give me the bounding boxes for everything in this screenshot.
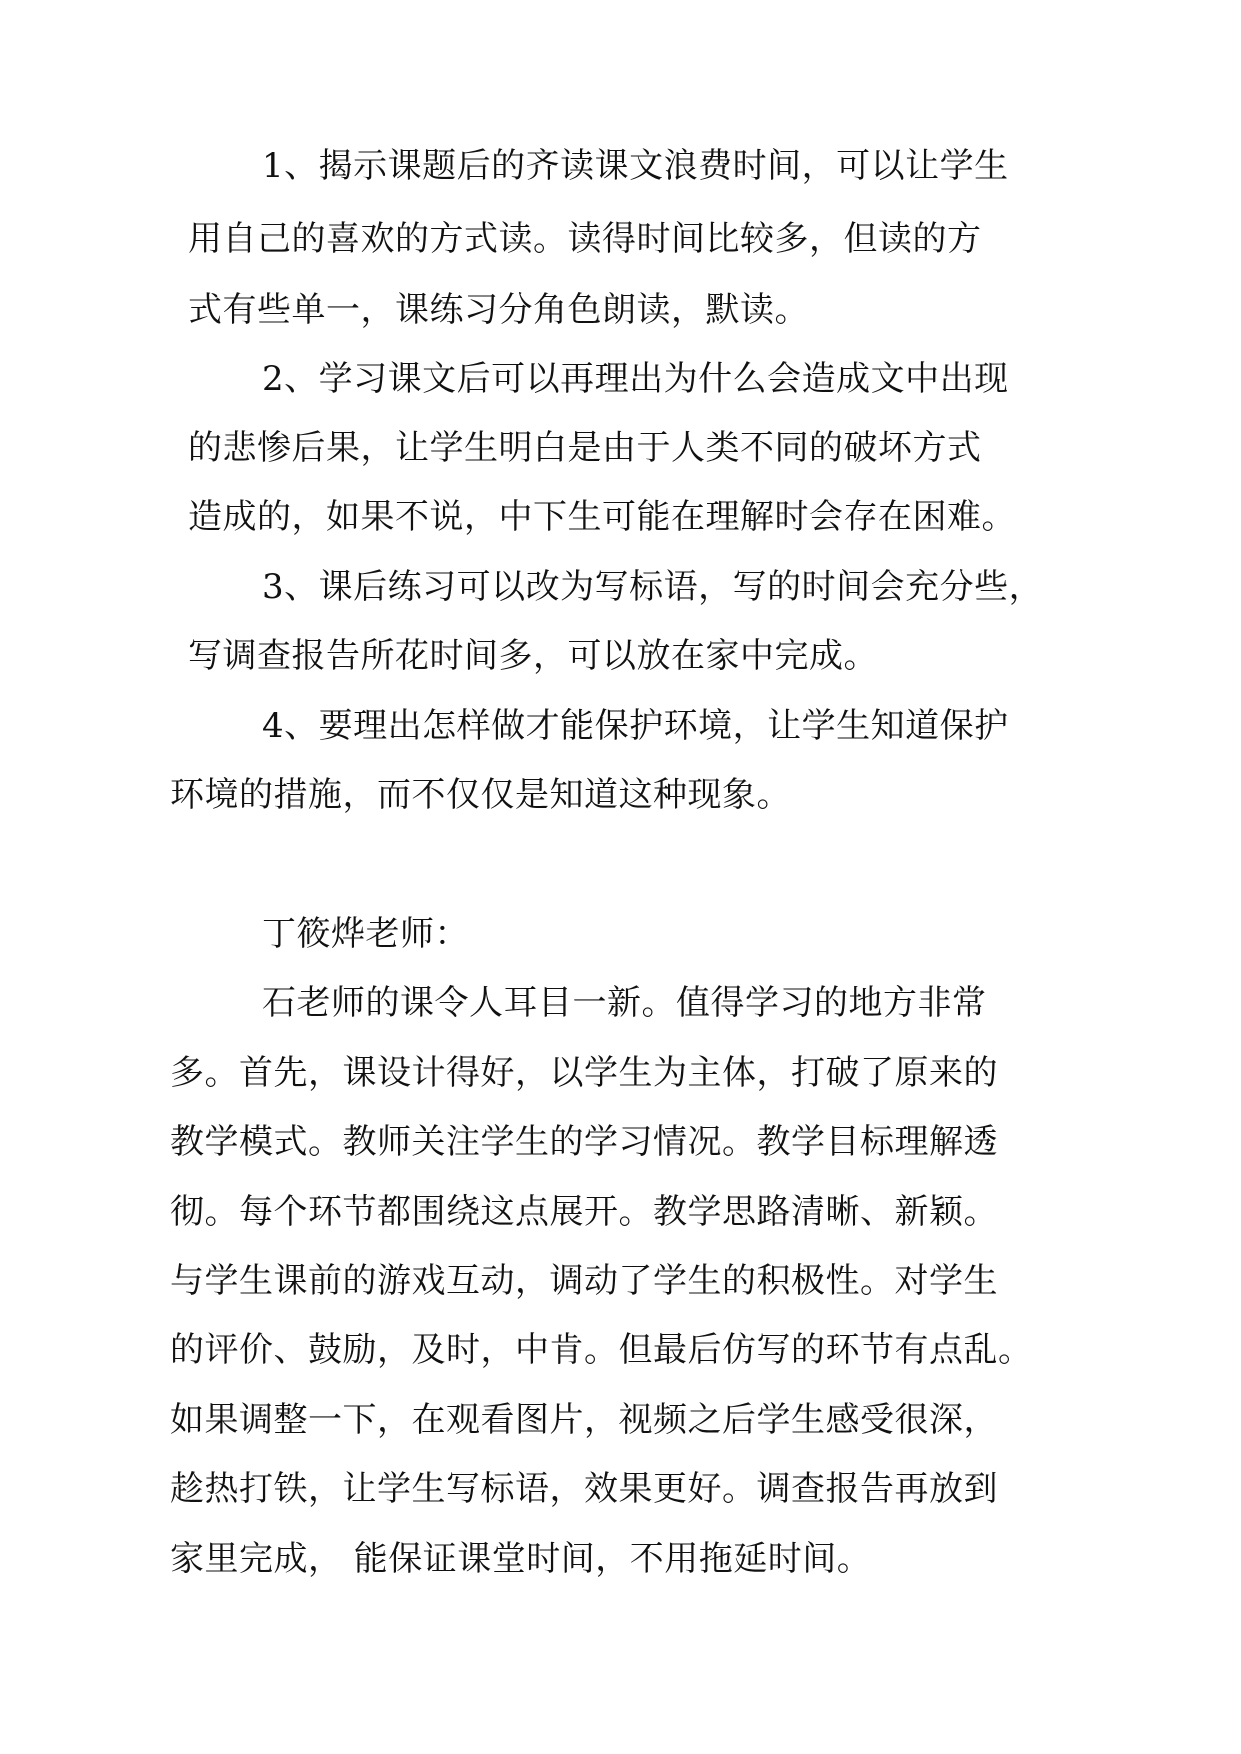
paragraph-line: 3、课后练习可以改为写标语，写的时间会充分些，	[262, 567, 1044, 607]
paragraph-line: 趁热打铁，让学生写标语，效果更好。调查报告再放到	[170, 1469, 998, 1509]
paragraph-line: 彻。每个环节都围绕这点展开。教学思路清晰、新颖。	[170, 1192, 998, 1232]
paragraph-line: 用自己的喜欢的方式读。读得时间比较多，但读的方	[188, 219, 982, 259]
paragraph-line: 家里完成， 能保证课堂时间，不用拖延时间。	[170, 1539, 872, 1579]
paragraph-line: 与学生课前的游戏互动，调动了学生的积极性。对学生	[170, 1261, 998, 1301]
paragraph-line: 多。首先，课设计得好，以学生为主体，打破了原来的	[170, 1053, 998, 1093]
paragraph-line: 4、要理出怎样做才能保护环境，让学生知道保护	[262, 706, 1009, 746]
paragraph-line: 造成的，如果不说，中下生可能在理解时会存在困难。	[188, 497, 1016, 537]
paragraph-line: 1、揭示课题后的齐读课文浪费时间，可以让学生	[262, 146, 1009, 186]
paragraph-line: 教学模式。教师关注学生的学习情况。教学目标理解透	[170, 1122, 998, 1162]
paragraph-line: 写调查报告所花时间多，可以放在家中完成。	[188, 636, 878, 676]
paragraph-line: 环境的措施，而不仅仅是知道这种现象。	[170, 775, 791, 815]
paragraph-line: 2、学习课文后可以再理出为什么会造成文中出现	[262, 359, 1009, 399]
paragraph-line: 式有些单一，课练习分角色朗读，默读。	[188, 290, 809, 330]
section-heading: 丁筱烨老师：	[262, 914, 469, 954]
paragraph-line: 的悲惨后果，让学生明白是由于人类不同的破坏方式	[188, 428, 982, 468]
paragraph-line: 如果调整一下，在观看图片，视频之后学生感受很深，	[170, 1400, 998, 1440]
paragraph-line: 的评价、鼓励，及时，中肯。但最后仿写的环节有点乱。	[170, 1330, 1033, 1370]
paragraph-line: 石老师的课令人耳目一新。值得学习的地方非常	[262, 983, 987, 1023]
